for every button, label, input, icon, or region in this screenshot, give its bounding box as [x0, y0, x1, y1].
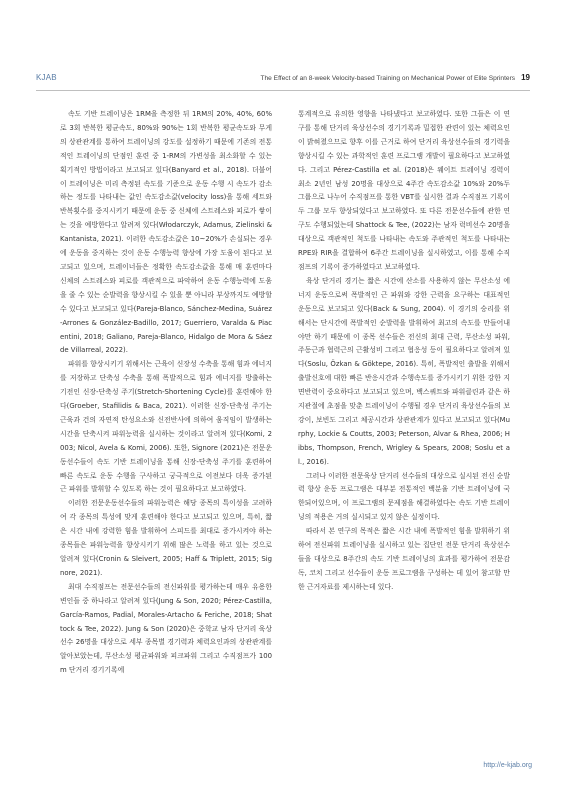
journal-abbreviation: KJAB — [36, 73, 57, 82]
running-title: The Effect of an 8-week Velocity-based Training on Mechanical Power of Elite Sprinters — [260, 75, 516, 82]
paragraph: 파워를 향상시키기 위해서는 근육이 신장성 수축을 통해 힘과 에너지를 저장하고 단축성 수축을 통해 폭발적으로 힘과 에너지를 방출하는 기전인 신장-단축성 주기(Stretch-Shortening Cycle)를 훈련해야 한다(Groeber, Stafilidis & Baca, 2021). 이러한 신장-단축성 주기는 근육과 건의 자연적 탄성요소와 신전반사에 의하여 움직임이 발생하는 시간을 단축시켜 파워능력을 실시하는 것이라고 알려져 있다(Komi, 2003; Nicol, Avela & Komi, 2006). 또한, Signore (2021)은 전문운동선수들이 속도 기반 트레이닝을 통해 신장-단축성 주기를 훈련하여 빠른 속도로 운동 수행을 구사하고 궁극적으로 이전보다 더욱 증가된 근 파워를 발휘할 수 있도록 하는 것이 필요하다고 보고하였다. — [60, 360, 272, 494]
running-title-group — [260, 73, 530, 82]
right-column — [298, 108, 510, 708]
paragraph: 육상 단거리 경기는 짧은 시간에 산소를 사용하지 않는 무산소성 에너지 운동으로써 폭발적인 근 파워와 강한 근력을 요구하는 대표적인 운동으로 보고되고 있다(Back & Sung, 2004). 이 경기의 승리를 위해서는 단시간에 폭발적인 순발력을 발휘하여 최고의 속도를 만들어내야만 하기 때문에 이 종목 선수들은 전신의 최대 근력, 무산소성 파워, 주동근과 협력근의 근활성비 그리고 협응성 등이 필요하다고 알려져 있다(Soslu, Özkan & Göktepe, 2016). 특히, 폭발적인 출발을 위해서 출발신호에 대한 빠른 반응시간과 수행속도를 증가시키기 위한 강한 지면반력이 중요하다고 보고되고 있으며, 백스쿼트와 파워클린과 같은 하지관절에 초점을 맞춘 트레이닝이 수행될 경우 단거리 육상선수들의 보강이, 보빈도 그리고 체공시간과 상관관계가 있다고 보고되고 있다(Murphy, Lockie & Coutts, 2003; Peterson, Alvar & Rhea, 2006; Hibbs, Thompson, French, Wrigley & Spears, 2008; Soslu et al., 2016). — [298, 276, 510, 466]
article-body — [60, 108, 510, 708]
journal-url-link[interactable]: http://e-kjab.org — [483, 762, 532, 769]
page-number: 19 — [521, 73, 530, 82]
paragraph: 그러나 이러한 전문육상 단거리 선수들의 대상으로 실시된 전신 순발력 향상 운동 프로그램은 대부분 전통적인 백분율 기반 트레이닝에 국한되어있으며, 이 프로그램의 문제점을 해결하였다는 속도 기반 트레이닝의 적용은 거의 실시되고 있지 않은 실정이다. — [298, 471, 510, 522]
paragraph: 따라서 본 연구의 목적은 짧은 시간 내에 폭발적인 힘을 발휘하기 위하여 전신파워 트레이닝을 실시하고 있는 집단인 전문 단거리 육상선수들을 대상으로 8주간의 속도 기반 트레이닝의 효과를 평가하여 전문감독, 코치 그리고 선수들이 운동 프로그램을 구성하는 데 있어 참고할 만한 근거자료를 제시하는데 있다. — [298, 527, 510, 591]
paragraph: 통계적으로 유의한 영향을 나타냈다고 보고하였다. 또한 그들은 이 연구를 통해 단거리 육상선수의 경기기록과 밀접한 관련이 있는 체력요인이 밝혀졌으므로 향후 이를 근거로 하여 단거리 육상선수들의 경기력을 향상시킬 수 있는 과학적인 훈련 프로그램 개발이 필요하다고 보고하였다. 그리고 Pérez-Castilla et al. (2018)은 웨이트 트레이닝 경력이 최소 2년인 남성 20명을 대상으로 4주간 속도감소값 10%와 20%두 그룹으로 나누어 수직점프를 통한 VBT를 실시한 결과 수직점프 기록이 두 그룹 모두 향상되었다고 보고하였다. 또 다른 전문선수들에 관한 연구도 수행되었는데 Shattock & Tee, (2022)는 남자 럭비선수 20명을 대상으로 객관적인 척도를 나타내는 속도와 주관적인 척도를 나타내는 RPE와 RIR을 결합하여 6주간 트레이닝을 실시하였고, 이를 통해 수직점프의 기록이 증가하였다고 보고하였다. — [298, 110, 510, 271]
left-column — [60, 108, 272, 708]
header-divider — [36, 90, 530, 91]
page-header — [36, 73, 530, 87]
paragraph: 최대 수직점프는 전문선수들의 전신파워를 평가하는데 매우 유용한 변인들 중 하나라고 알려져 있다(Jung & Son, 2020; Pérez-Castilla, García-Ramos, Padial, Morales-Artacho & Feriche, 2018; Shattock & Tee, 2022). Jung & Son (2020)은 중학교 남자 단거리 육상선수 26명을 대상으로 세부 종목별 경기력과 체력요인과의 상관관계를 알아보았는데, 무산소성 평균파워와 피크파워 그리고 수직점프가 100 m 단거리 경기기록에 — [60, 582, 272, 675]
paragraph: 이러한 전문운동선수들의 파워능력은 해당 종목의 특이성을 고려하여 각 종목의 특성에 맞게 훈련해야 한다고 보고되고 있으며, 특히, 짧은 시간 내에 강력한 힘을 발휘하여 스피드를 최대로 증가시켜야 하는 종목들은 파워능력을 향상시키기 위해 많은 노력을 하고 있는 것으로 알려져 있다(Cronin & Sleivert, 2005; Haff & Triplett, 2015; Signore, 2021). — [60, 499, 272, 577]
paragraph: 속도 기반 트레이닝은 1RM을 측정한 뒤 1RM의 20%, 40%, 60%로 3회 반복한 평균속도, 80%와 90%는 1회 반복한 평균속도와 무게의 상관관계를 통하여 트레이닝의 강도를 설정하기 때문에 기존의 전통적인 트레이닝의 단점인 훈련 중 1-RM의 가변성을 최소화할 수 있는 획기적인 방법이라고 보고되고 있다(Banyard et al., 2018). 더불어 이 트레이닝은 미리 측정된 속도를 기준으로 운동 수행 시 속도가 감소하는 정도를 나타내는 값인 속도감소값(velocity loss)을 통해 세트와 반복횟수를 중지시키기 때문에 운동 중 신체에 스트레스와 피로가 쌓이는 것을 예방한다고 알려져 있다(Włodarczyk, Adamus, Zielinski & Kantanista, 2021). 이러한 속도감소값은 10~20%가 손실되는 경우에 운동을 중지하는 것이 운동 수행능력 향상에 가장 도움이 된다고 보고되고 있으며, 트레이너들은 정확한 속도감소값을 통해 매 훈련마다 신체의 스트레스와 피로를 객관적으로 파악하여 운동 수행능력에 도움을 줄 수 있는 순발력을 향상시킬 수 있을 뿐 아니라 부상까지도 예방할 수 있다고 보고되고 있다(Pareja-Blanco, Sánchez-Medina, Suárez-Arrones & González-Badillo, 2017; Guerriero, Varalda & Piacentini, 2018; Galiano, Pareja-Blanco, Hidalgo de Mora & Sáez de Villarreal, 2022). — [60, 110, 272, 355]
